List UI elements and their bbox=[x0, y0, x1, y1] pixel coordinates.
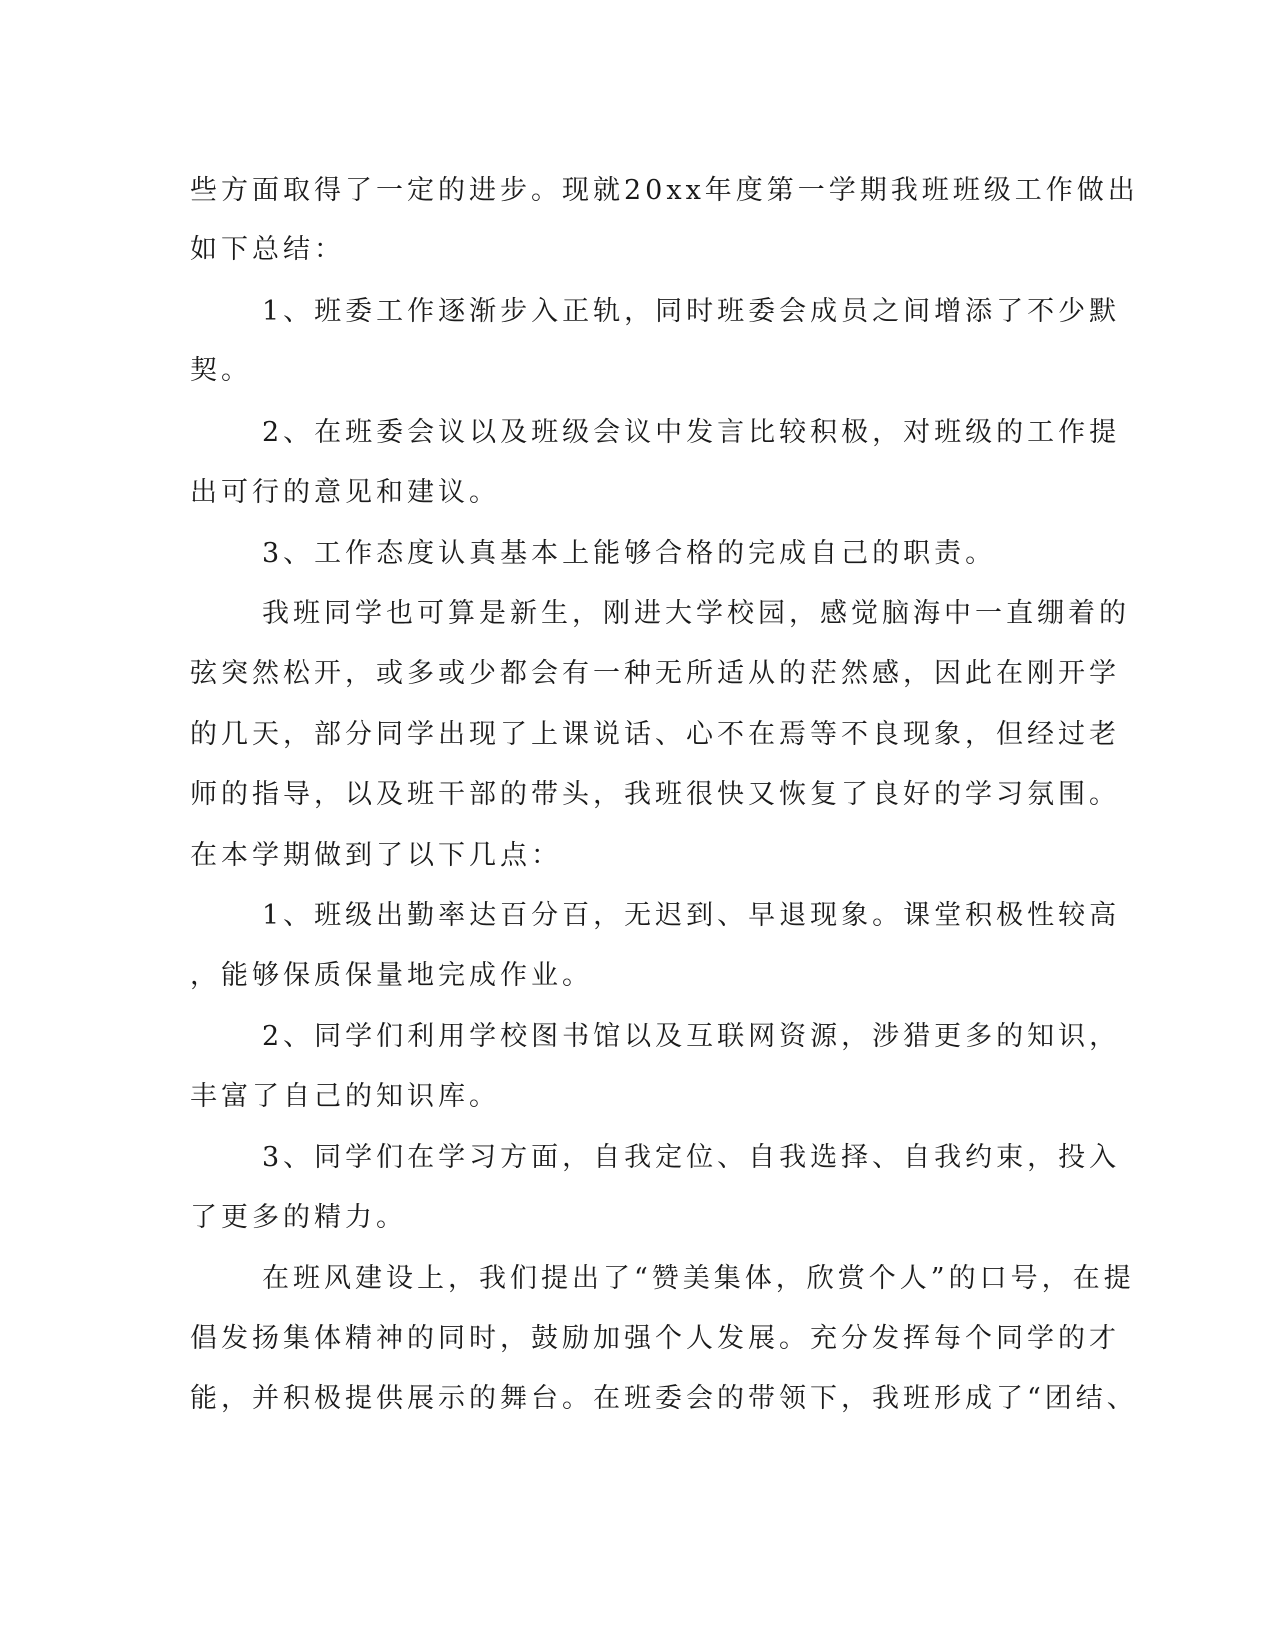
text-line: ，能够保质保量地完成作业。 bbox=[190, 960, 593, 991]
text-line: 了更多的精力。 bbox=[190, 1202, 407, 1233]
text-line: 2、同学们利用学校图书馆以及互联网资源，涉猎更多的知识， bbox=[262, 1021, 1121, 1052]
text-line: 弦突然松开，或多或少都会有一种无所适从的茫然感，因此在刚开学 bbox=[190, 658, 1120, 689]
text-line: 些方面取得了一定的进步。现就20xx年度第一学期我班班级工作做出 bbox=[190, 175, 1139, 206]
text-line: 能，并积极提供展示的舞台。在班委会的带领下，我班形成了“团结、 bbox=[190, 1383, 1138, 1414]
text-line: 契。 bbox=[190, 355, 252, 386]
text-line: 出可行的意见和建议。 bbox=[190, 477, 500, 508]
text-line: 丰富了自己的知识库。 bbox=[190, 1081, 500, 1112]
text-line: 3、同学们在学习方面，自我定位、自我选择、自我约束，投入 bbox=[262, 1142, 1121, 1173]
text-line: 如下总结： bbox=[190, 234, 345, 265]
text-line: 师的指导，以及班干部的带头，我班很快又恢复了良好的学习氛围。 bbox=[190, 779, 1120, 810]
text-line: 1、班级出勤率达百分百，无迟到、早退现象。课堂积极性较高 bbox=[262, 900, 1121, 931]
text-line: 的几天，部分同学出现了上课说话、心不在焉等不良现象，但经过老 bbox=[190, 719, 1120, 750]
text-line: 倡发扬集体精神的同时，鼓励加强个人发展。充分发挥每个同学的才 bbox=[190, 1323, 1120, 1354]
text-line: 1、班委工作逐渐步入正轨，同时班委会成员之间增添了不少默 bbox=[262, 296, 1121, 327]
text-line: 我班同学也可算是新生，刚进大学校园，感觉脑海中一直绷着的 bbox=[262, 598, 1130, 629]
text-line: 2、在班委会议以及班级会议中发言比较积极，对班级的工作提 bbox=[262, 417, 1121, 448]
text-line: 在本学期做到了以下几点： bbox=[190, 840, 562, 871]
text-line: 3、工作态度认真基本上能够合格的完成自己的职责。 bbox=[262, 538, 997, 569]
text-line: 在班风建设上，我们提出了“赞美集体，欣赏个人”的口号，在提 bbox=[262, 1263, 1135, 1294]
